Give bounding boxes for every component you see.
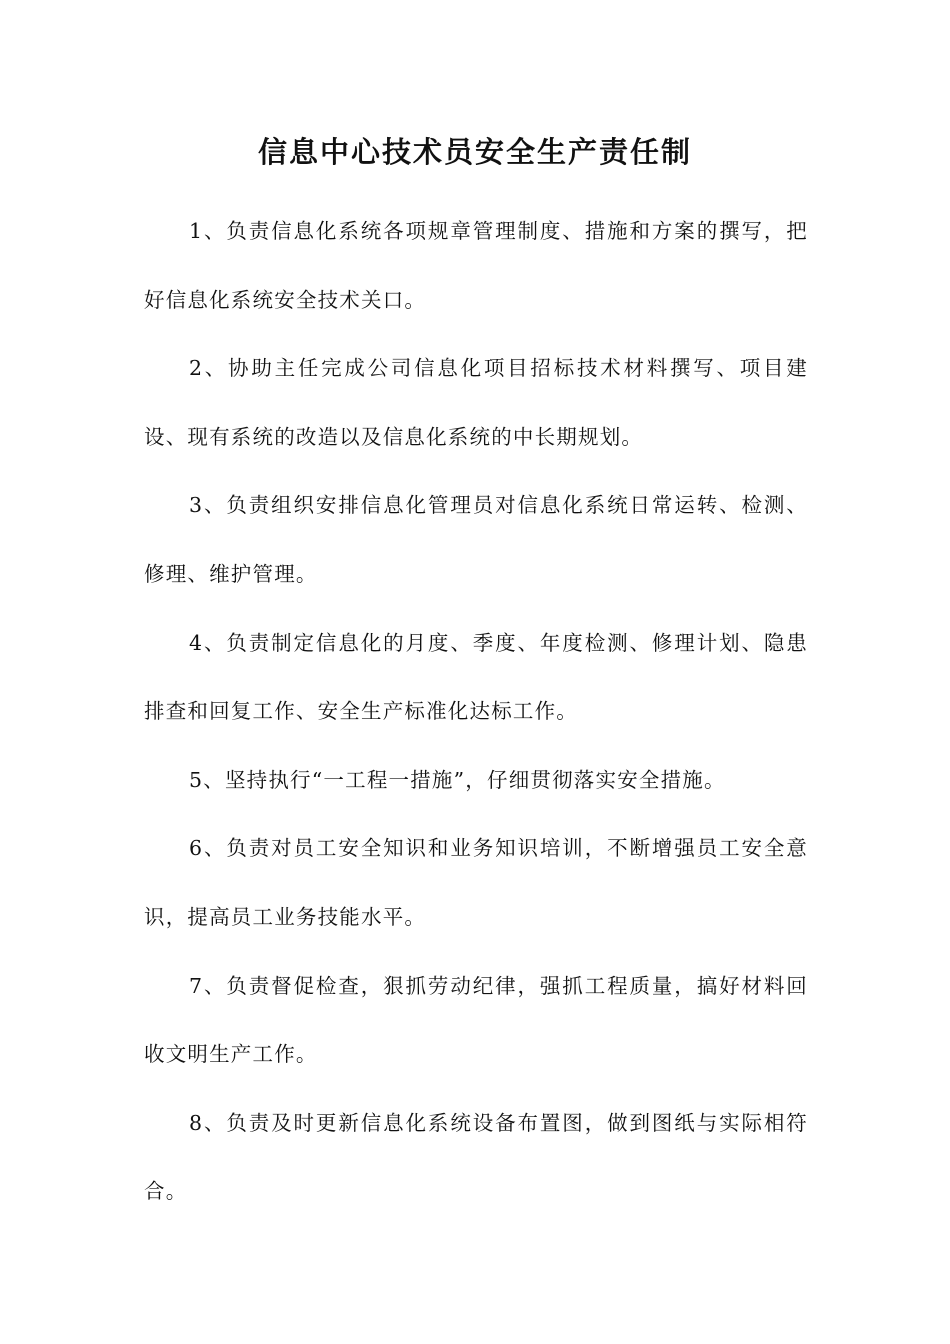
paragraph-1: 1、负责信息化系统各项规章管理制度、措施和方案的撰写，把好信息化系统安全技术关口。 xyxy=(144,219,808,312)
document-title: 信息中心技术员安全生产责任制 xyxy=(257,135,692,169)
paragraph-4: 4、负责制定信息化的月度、季度、年度检测、修理计划、隐患排查和回复工作、安全生产标准化达标工作。 xyxy=(144,630,808,724)
document-body xyxy=(144,197,808,1226)
paragraph-6: 6、负责对员工安全知识和业务知识培训，不断增强员工安全意识，提高员工业务技能水平。 xyxy=(144,836,808,929)
paragraph-3: 3、负责组织安排信息化管理员对信息化系统日常运转、检测、修理、维护管理。 xyxy=(144,493,808,586)
paragraph-5: 5、坚持执行“一工程一措施”，仔细贯彻落实安全措施。 xyxy=(189,767,726,792)
paragraph-8: 8、负责及时更新信息化系统设备布置图，做到图纸与实际相符合。 xyxy=(144,1110,808,1204)
paragraph-2: 2、协助主任完成公司信息化项目招标技术材料撰写、项目建设、现有系统的改造以及信息化系统的中长期规划。 xyxy=(144,356,808,449)
paragraph-7: 7、负责督促检查，狠抓劳动纪律，强抓工程质量，搞好材料回收文明生产工作。 xyxy=(144,973,808,1067)
